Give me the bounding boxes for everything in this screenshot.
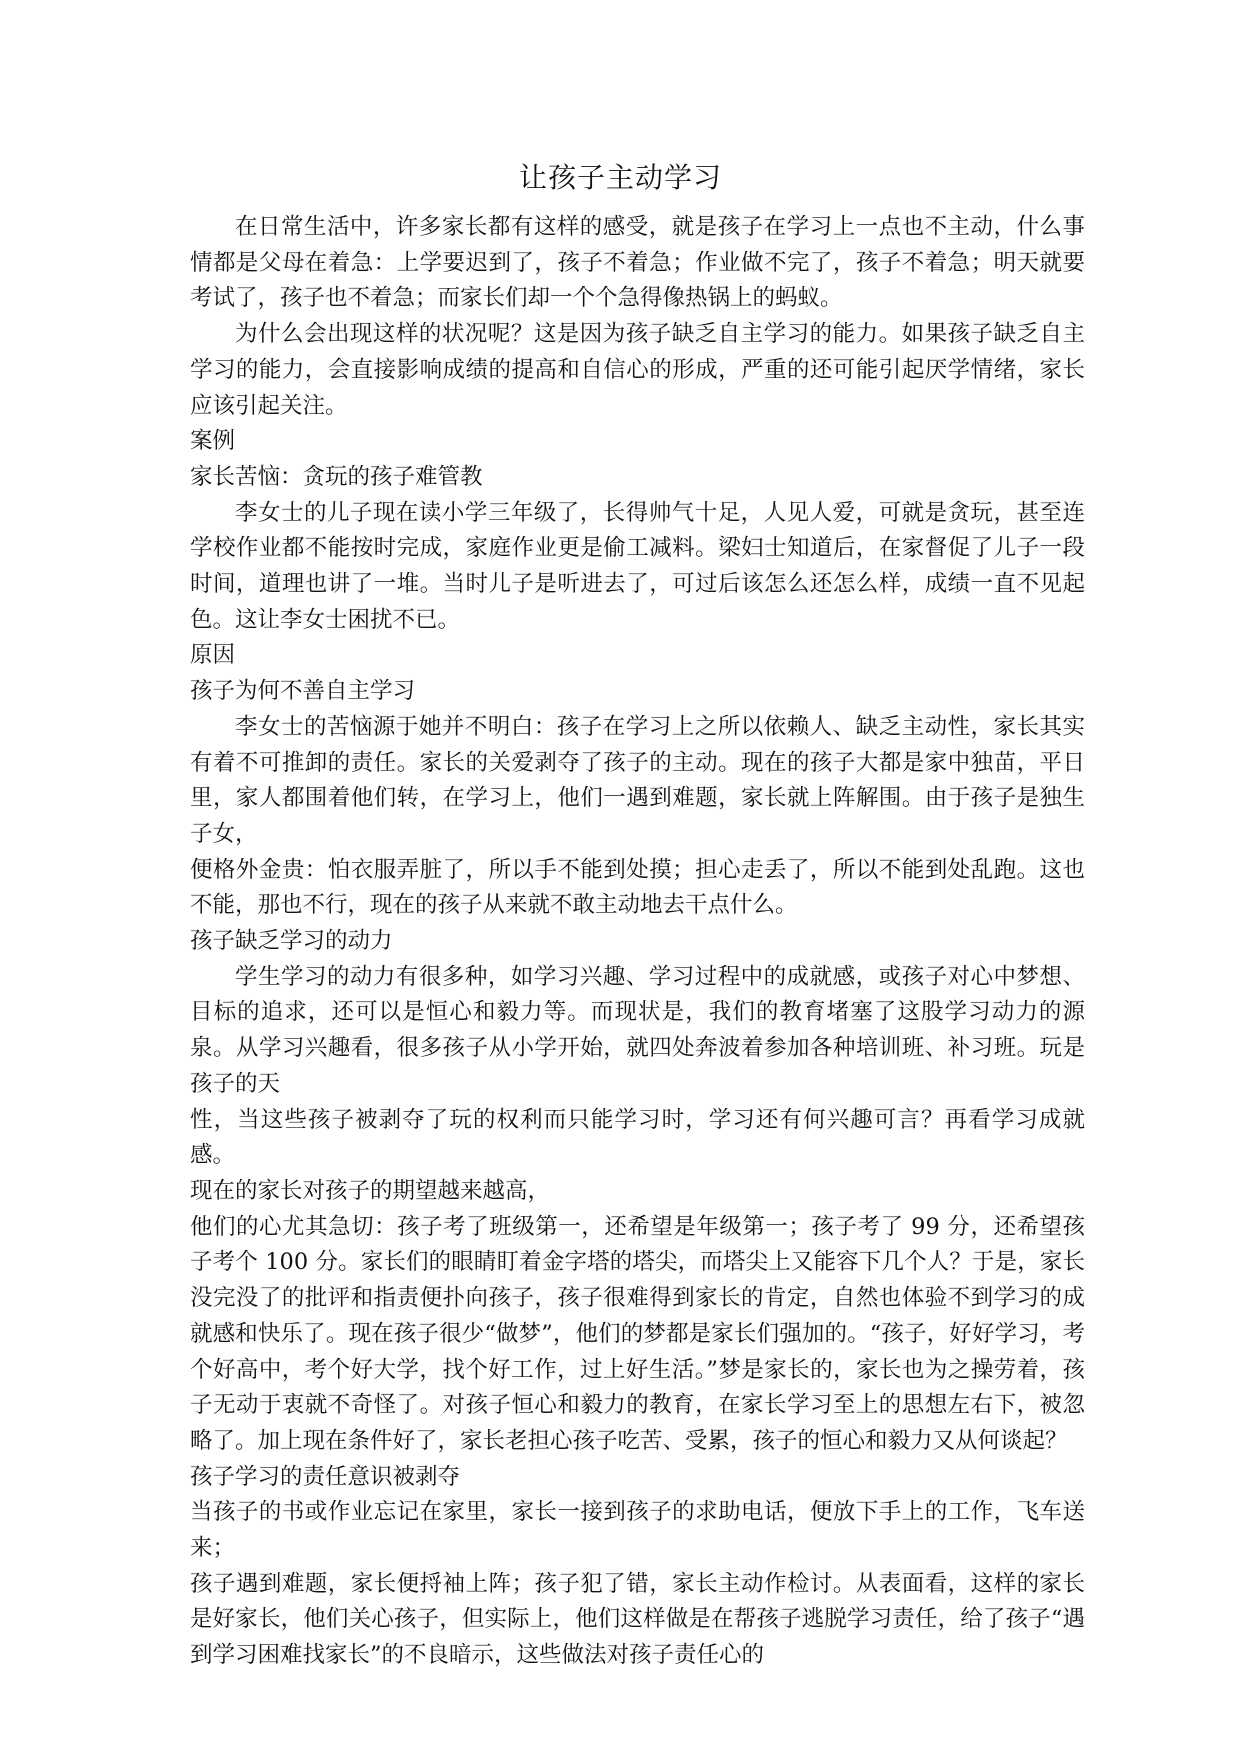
paragraph: 李女士的苦恼源于她并不明白：孩子在学习上之所以依赖人、缺乏主动性，家长其实有着不可推卸的责任。家长的关爱剥夺了孩子的主动。现在的孩子大都是家中独苗，平日里，家人都围着他们转，在学习上，他们一遇到难题，家长就上阵解围。由于孩子是独生子女，: [190, 713, 1085, 847]
paragraph: 当孩子的书或作业忘记在家里，家长一接到孩子的求助电话，便放下手上的工作，飞车送来；: [190, 1499, 1085, 1562]
paragraph: 便格外金贵：怕衣服弄脏了，所以手不能到处摸；担心走丢了，所以不能到处乱跑。这也不能，那也不行，现在的孩子从来就不敢主动地去干点什么。: [190, 856, 1085, 919]
section-heading: 原因: [190, 642, 236, 669]
paragraph: 李女士的儿子现在读小学三年级了，长得帅气十足，人见人爱，可就是贪玩，甚至连学校作业都不能按时完成，家庭作业更是偷工减料。梁妇士知道后，在家督促了儿子一段时间，道理也讲了一堆。当时儿子是听进去了，可过后该怎么还怎么样，成绩一直不见起色。这让李女士困扰不已。: [190, 499, 1085, 633]
document-body: [190, 210, 1085, 1674]
paragraph: 学生学习的动力有很多种，如学习兴趣、学习过程中的成就感，或孩子对心中梦想、目标的追求，还可以是恒心和毅力等。而现状是，我们的教育堵塞了这股学习动力的源泉。从学习兴趣看，很多孩子从小学开始，就四处奔波着参加各种培训班、补习班。玩是孩子的天: [190, 963, 1085, 1097]
paragraph: 他们的心尤其急切：孩子考了班级第一，还希望是年级第一；孩子考了 99 分，还希望孩子考个 100 分。家长们的眼睛盯着金字塔的塔尖，而塔尖上又能容下几个人？于是，家长没完没了的批评和指责便扑向孩子，孩子很难得到家长的肯定，自然也体验不到学习的成就感和快乐了。现在孩子很少“做梦”，他们的梦都是家长们强加的。“孩子，好好学习，考个好高中，考个好大学，找个好工作，过上好生活。”梦是家长的，家长也为之操劳着，孩子无动于衷就不奇怪了。对孩子恒心和毅力的教育，在家长学习至上的思想左右下，被忽略了。加上现在条件好了，家长老担心孩子吃苦、受累，孩子的恒心和毅力又从何谈起？: [190, 1213, 1085, 1454]
subsection-heading: 孩子为何不善自主学习: [190, 678, 416, 705]
subsection-heading: 家长苦恼：贪玩的孩子难管教: [190, 463, 483, 490]
paragraph: 性，当这些孩子被剥夺了玩的权利而只能学习时，学习还有何兴趣可言？再看学习成就感。: [190, 1106, 1085, 1169]
section-heading: 案例: [190, 428, 236, 455]
subsection-heading: 孩子缺乏学习的动力: [190, 928, 393, 955]
subsection-heading: 孩子学习的责任意识被剥夺: [190, 1463, 461, 1490]
paragraph: 在日常生活中，许多家长都有这样的感受，就是孩子在学习上一点也不主动，什么事情都是父母在着急：上学要迟到了，孩子不着急；作业做不完了，孩子不着急；明天就要考试了，孩子也不着急；而家长们却一个个急得像热锅上的蚂蚁。: [190, 214, 1085, 312]
paragraph: 现在的家长对孩子的期望越来越高，: [190, 1177, 551, 1204]
document-title: 让孩子主动学习: [518, 161, 722, 194]
paragraph: 孩子遇到难题，家长便捋袖上阵；孩子犯了错，家长主动作检讨。从表面看，这样的家长是好家长，他们关心孩子，但实际上，他们这样做是在帮孩子逃脱学习责任，给了孩子“遇到学习困难找家长”的不良暗示，这些做法对孩子责任心的: [190, 1570, 1085, 1669]
paragraph: 为什么会出现这样的状况呢？这是因为孩子缺乏自主学习的能力。如果孩子缺乏自主学习的能力，会直接影响成绩的提高和自信心的形成，严重的还可能引起厌学情绪，家长应该引起关注。: [190, 321, 1085, 419]
